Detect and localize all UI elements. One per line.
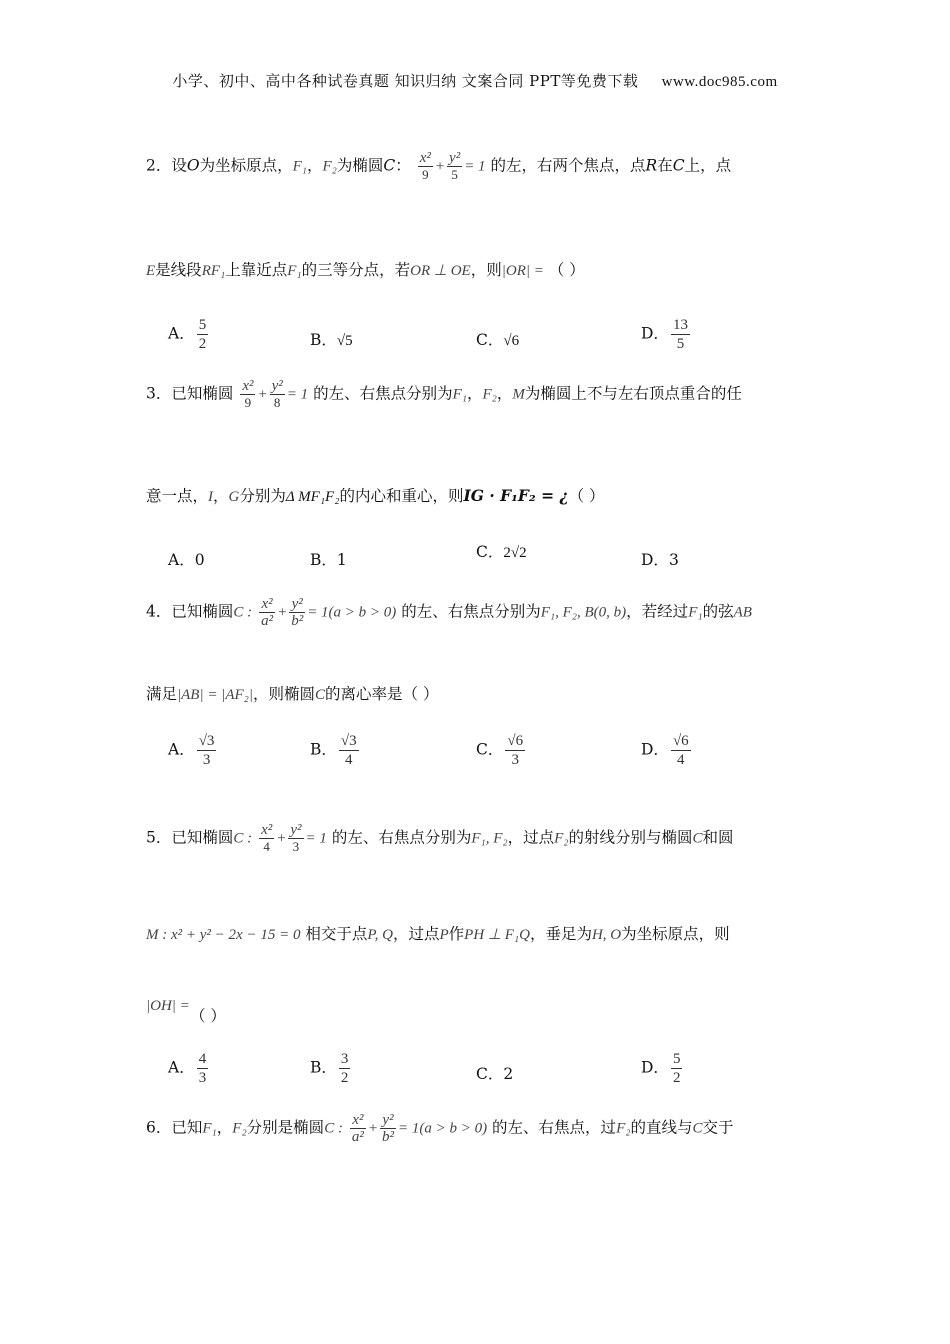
q3-option-d[interactable]: D．3 (641, 551, 679, 569)
q6-line1: 6．已知F₁，F₂分别是椭圆C : $\frac{\text{x²}}{\text{a²}}$ + $\frac{\text{y²}}{\text{b²}}$ = 1(a > b > 0) 的左、右焦点，过F₂的直线与C交于 (146, 1112, 734, 1145)
header-text: 小学、初中、高中各种试卷真题 知识归纳 文案合同 PPT等免费下载 (172, 72, 639, 90)
q4-line2: 满足|AB| = |AF₂|，则椭圆C的离心率是（ ） (146, 685, 439, 703)
q2-line1: 2．设O为坐标原点，F₁，F₂为椭圆C： $\frac{\text{x²}}{9}$ + $\frac{\text{y²}}{5}$ = 1 的左，右两个焦点，点R在C上，点 (146, 150, 732, 182)
q5-option-b[interactable]: B． $\frac{3}{2}$ (310, 1051, 349, 1086)
q4-line1: 4．已知椭圆C : $\frac{\text{x²}}{\text{a²}}$ + $\frac{\text{y²}}{\text{b²}}$ = 1(a > b > 0) 的左、右焦点分别为F₁, F₂, B(0, b)，若经过F₁的弦AB (146, 596, 752, 629)
q3-eq-frac1: $\frac{\text{x²}}{9}$ (242, 378, 254, 410)
q6-eq-frac2: $\frac{\text{y²}}{\text{b²}}$ (382, 1112, 394, 1145)
q2-option-b[interactable]: B．√5 (310, 331, 353, 349)
q5-eq-frac2: $\frac{\text{y²}}{3}$ (290, 822, 302, 854)
q3-option-c[interactable]: C．2√2 (476, 543, 527, 561)
q4-option-b[interactable]: B． $\frac{√3}{4}$ (310, 733, 357, 768)
q2-option-d[interactable]: D． $\frac{13}{5}$ (641, 317, 688, 352)
q3-eq-frac2: $\frac{\text{y²}}{8}$ (271, 378, 283, 410)
q5-line2: M : x² + y² − 2x − 15 = 0 相交于点P, Q，过点P作PH ⊥ F₁Q，垂足为H, O为坐标原点，则 (146, 925, 730, 943)
q2-option-c[interactable]: C．√6 (476, 331, 520, 349)
q5-paren: （ ） (190, 1007, 226, 1025)
q2-eq-frac1: $\frac{\text{x²}}{9}$ (419, 150, 431, 182)
q5-eq-frac1: $\frac{\text{x²}}{4}$ (261, 822, 273, 854)
q4-option-c[interactable]: C． $\frac{√6}{3}$ (476, 733, 524, 768)
q2-eq-frac2: $\frac{\text{y²}}{5}$ (449, 150, 461, 182)
page-header (0, 70, 950, 91)
q3-line1: 3．已知椭圆 $\frac{\text{x²}}{9}$ + $\frac{\text{y²}}{8}$ = 1 的左、右焦点分别为F₁，F₂，M为椭圆上不与左右顶点重合的任 (146, 378, 742, 410)
q5-line3: |OH| = (146, 998, 190, 1014)
q5-option-a[interactable]: A． $\frac{4}{3}$ (168, 1051, 207, 1086)
q4-option-a[interactable]: A． $\frac{√3}{3}$ (168, 733, 215, 768)
q4-eq-frac2: $\frac{\text{y²}}{\text{b²}}$ (291, 596, 304, 629)
q4-eq-frac1: $\frac{\text{x²}}{\text{a²}}$ (261, 596, 274, 629)
q3-option-a[interactable]: A．0 (168, 551, 205, 569)
q2-line2: E是线段RF₁上靠近点F₁的三等分点，若OR ⊥ OE，则|OR| = （ ） (146, 261, 585, 279)
q6-eq-frac1: $\frac{\text{x²}}{\text{a²}}$ (351, 1112, 364, 1145)
q5-line1: 5．已知椭圆C : $\frac{\text{x²}}{4}$ + $\frac{\text{y²}}{3}$ = 1 的左、右焦点分别为F₁, F₂，过点F₂的射线分别与椭圆C和圆 (146, 822, 734, 854)
q2-option-a[interactable]: A． $\frac{5}{2}$ (168, 317, 207, 352)
q5-option-c[interactable]: C．2 (476, 1065, 514, 1083)
q3-line2: 意一点，I，G分别为Δ MF₁F₂的内心和重心，则IG · F₁F₂ = ¿（ ） (146, 486, 605, 505)
q5-option-d[interactable]: D． $\frac{5}{2}$ (641, 1051, 681, 1086)
q3-option-b[interactable]: B．1 (310, 551, 347, 569)
q4-option-d[interactable]: D． $\frac{√6}{4}$ (641, 733, 689, 768)
header-url: www.doc985.com (661, 74, 778, 90)
